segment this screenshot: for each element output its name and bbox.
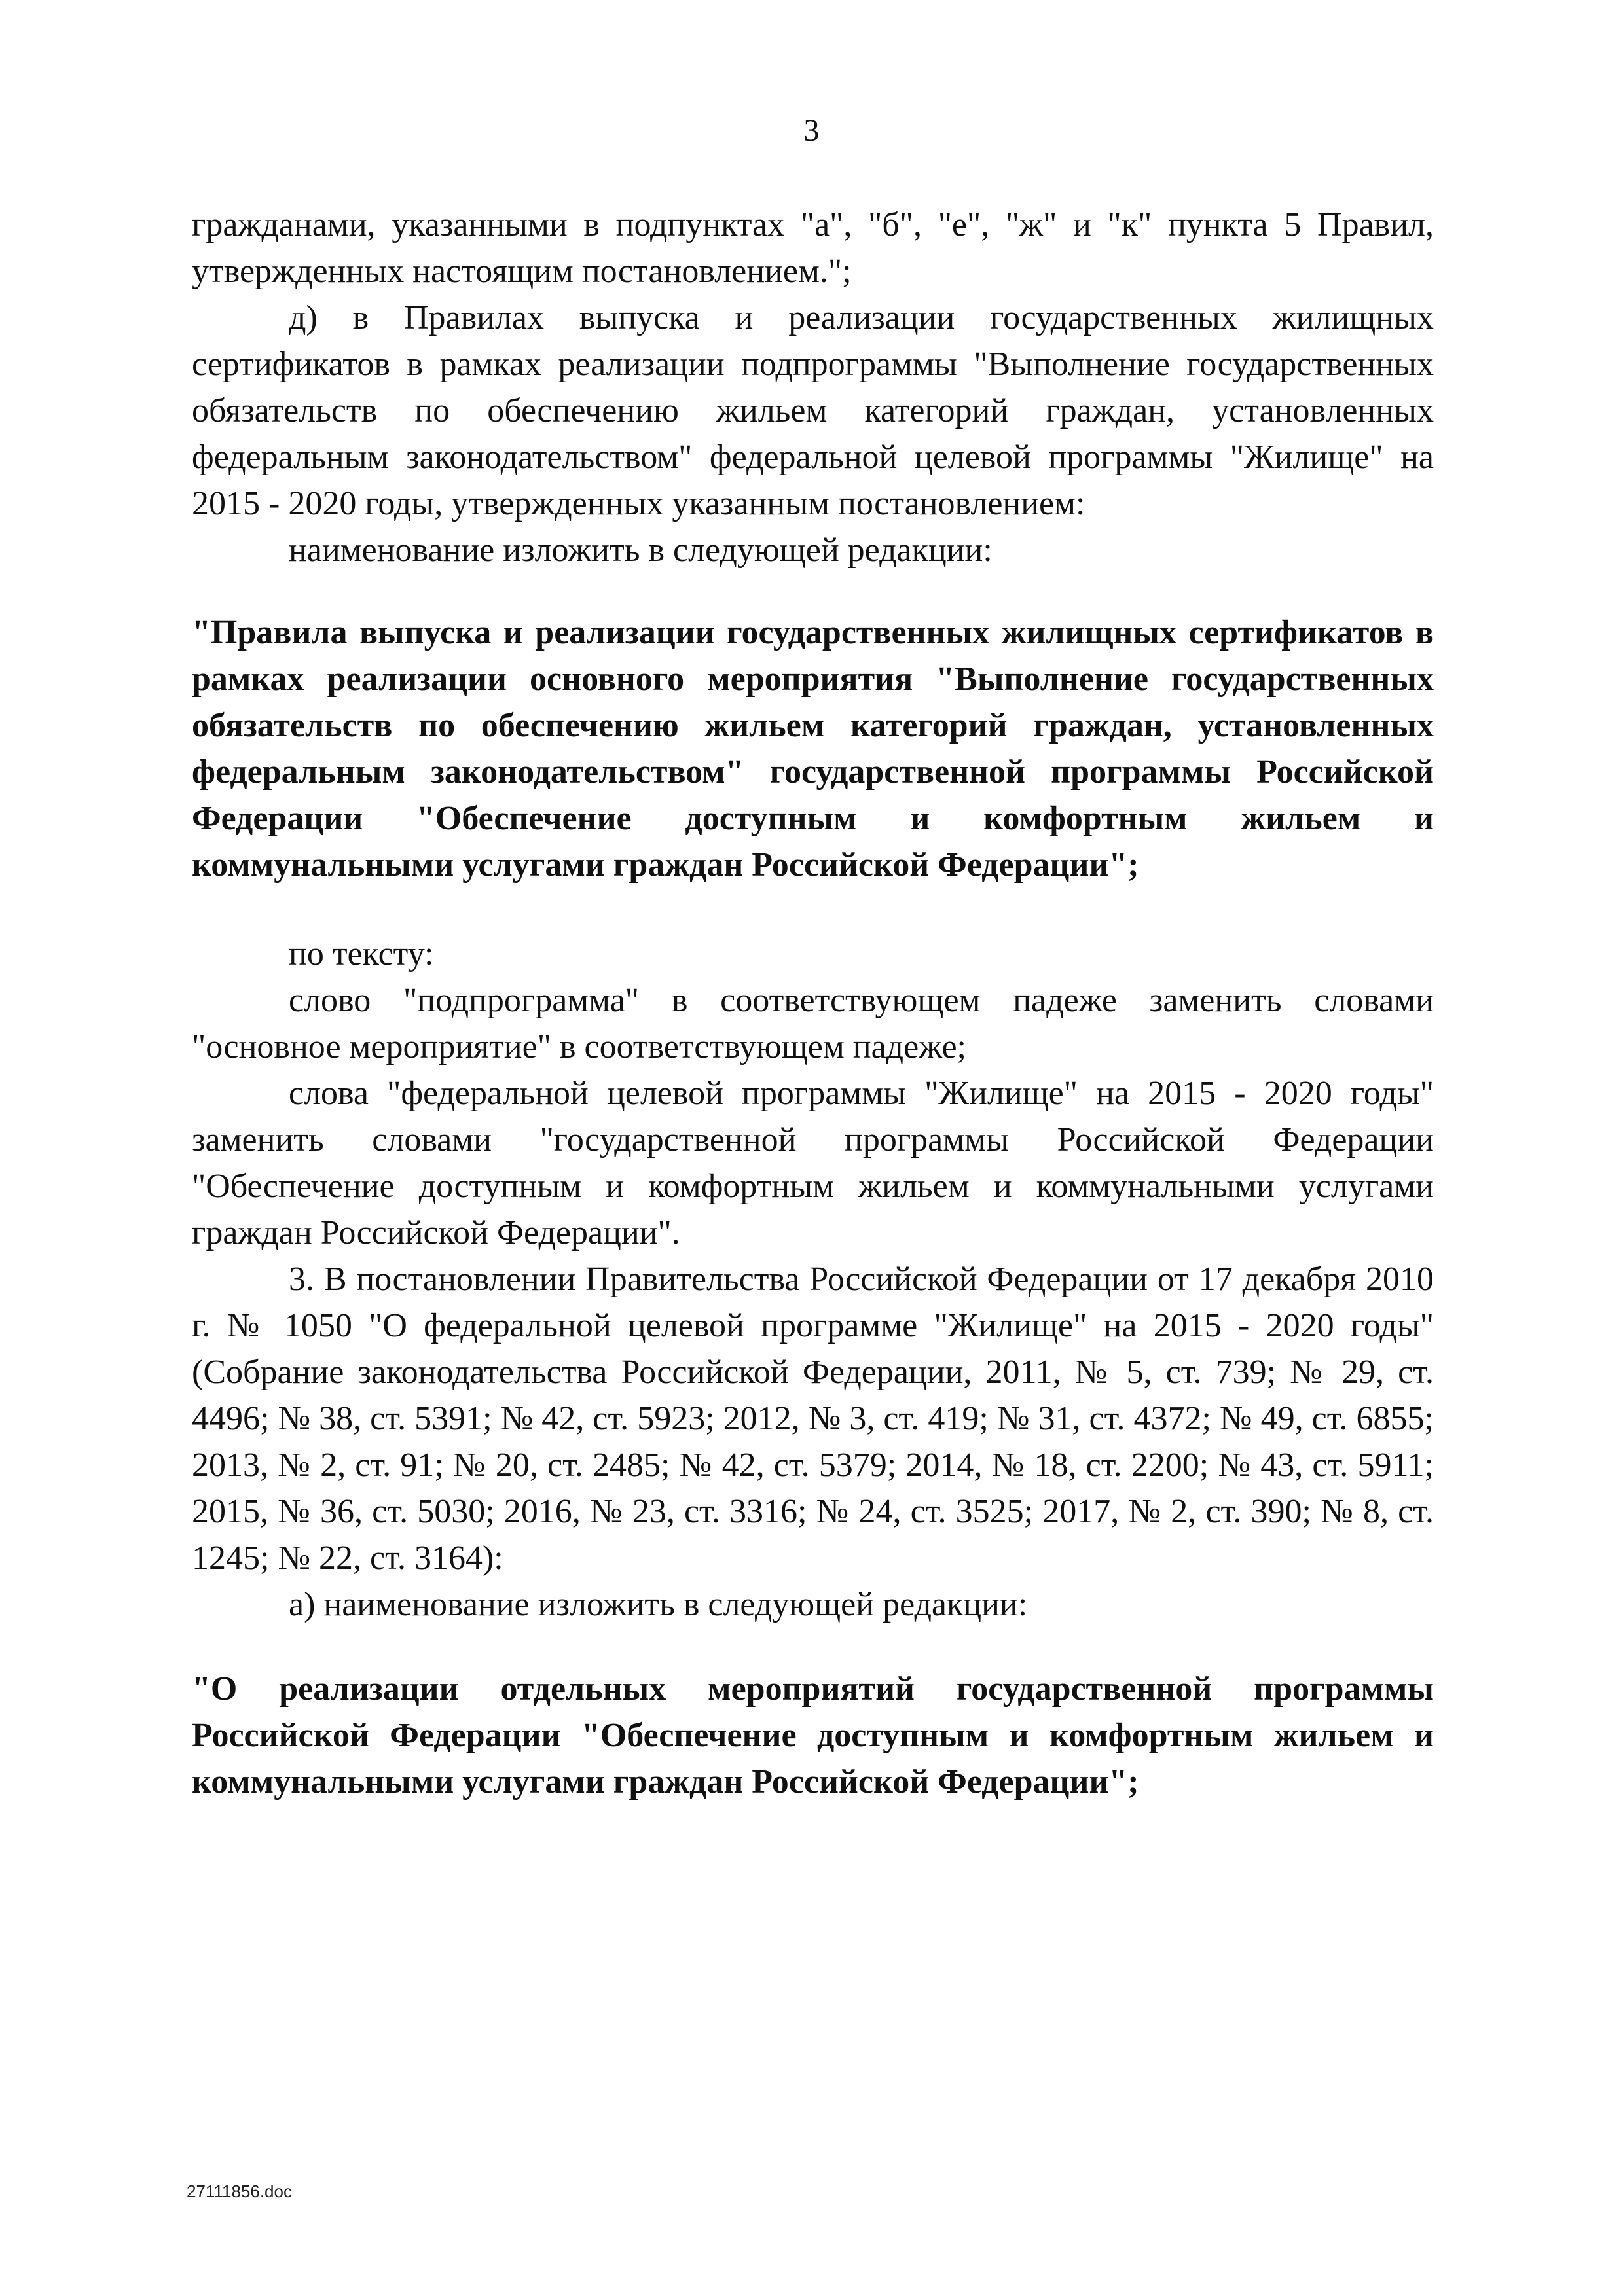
paragraph-item-3: 3. В постановлении Правительства Российской Федерации от 17 декабря 2010 г. № 1050 "О федеральной целевой программе "Жилище" на 2015 - 2020 годы" (Собрание законодательства Российской Федерации, 2011, № 5, ст. 739; № 29, ст. 4496; № 38, ст. 5391; № 42, ст. 5923; 2012, № 3, ст. 419; № 31, ст. 4372; № 49, ст. 6855; 2013, № 2, ст. 91; № 20, ст. 2485; № 42, ст. 5379; 2014, № 18, ст. 2200; № 43, ст. 5911; 2015, № 36, ст. 5030; 2016, № 23, ст. 3316; № 24, ст. 3525; 2017, № 2, ст. 390; № 8, ст. 1245; № 22, ст. 3164): (192, 1261, 1434, 1577)
file-name-footer: 27111856.doc (187, 2181, 292, 2201)
paragraph-continuation: гражданами, указанными в подпунктах "а", "б", "е", "ж" и "к" пункта 5 Правил, утвержденных настоящим постановлением."; (192, 206, 1434, 290)
paragraph-rename-instruction: наименование изложить в следующей редакции: (289, 531, 993, 569)
paragraph-item-a: а) наименование изложить в следующей редакции: (289, 1586, 1028, 1623)
paragraph-word-replacement: слово "подпрограмма" в соответствующем падеже заменить словами "основное мероприятие" в соответствующем падеже; (192, 982, 1434, 1066)
page-number: 3 (803, 113, 820, 148)
resolution-title-heading: "О реализации отдельных мероприятий государственной программы Российской Федерации "Обеспечение доступным и комфортным жильем и коммунальными услугами граждан Российской Федерации"; (192, 1670, 1434, 1801)
document-body (192, 202, 1434, 1805)
paragraph-item-d: д) в Правилах выпуска и реализации государственных жилищных сертификатов в рамках реализации подпрограммы "Выполнение государственных обязательств по обеспечению жильем категорий граждан, установленных федеральным законодательством" федеральной целевой программы "Жилище" на 2015 - 2020 годы, утвержденных указанным постановлением: (192, 299, 1434, 522)
paragraph-by-text: по тексту: (289, 935, 434, 973)
new-title-heading: "Правила выпуска и реализации государственных жилищных сертификатов в рамках реализации основного мероприятия "Выполнение государственных обязательств по обеспечению жильем категорий граждан, установленных федеральным законодательством" государственной программы Российской Федерации "Обеспечение доступным и комфортным жильем и коммунальными услугами граждан Российской Федерации"; (192, 614, 1434, 884)
paragraph-words-replacement: слова "федеральной целевой программы "Жилище" на 2015 - 2020 годы" заменить словами "государственной программы Российской Федерации "Обеспечение доступным и комфортным жильем и коммунальными услугами граждан Российской Федерации". (192, 1075, 1434, 1251)
